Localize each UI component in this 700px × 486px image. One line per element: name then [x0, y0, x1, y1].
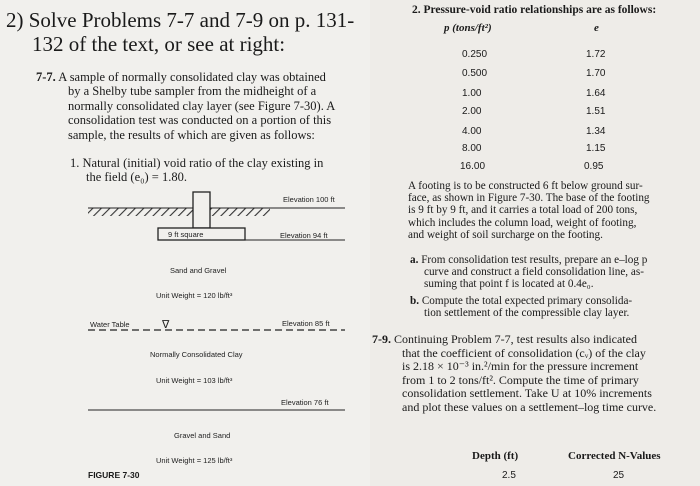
part-b [410, 295, 698, 319]
elevation-100-label: Elevation 100 ft [283, 195, 335, 204]
part-a [410, 254, 698, 291]
void-ratio-cell: 1.15 [586, 143, 606, 154]
footing-line-5: and weight of soil surcharge on the footing. [408, 228, 603, 241]
void-ratio-cell: 1.72 [586, 49, 606, 60]
layer-2-name: Normally Consolidated Clay [150, 350, 243, 359]
problem-7-7-text [36, 70, 366, 142]
part-a-label: a. [410, 254, 419, 266]
part-b-line-2: tion settlement of the compressible clay layer. [424, 307, 630, 320]
problem-7-9-number: 7-9. [372, 332, 391, 346]
problem-heading [6, 8, 366, 56]
part-b-label: b. [410, 295, 420, 307]
footing-line-1: A footing is to be constructed 6 ft below ground sur- [408, 180, 643, 192]
figure-label: FIGURE 7-30 [88, 470, 140, 480]
problem-7-9-line-4: from 1 to 2 tons/ft². Compute the time of primary [402, 372, 639, 387]
problem-7-7-line-1: A sample of normally consolidated clay was obtained [58, 70, 326, 84]
layer-1-name: Sand and Gravel [170, 266, 227, 275]
ground-surface-left [88, 208, 193, 216]
water-table-label: Water Table [90, 320, 130, 329]
void-ratio-cell: 1.51 [586, 106, 606, 117]
footing-line-4: which includes the column load, weight of footing, [408, 216, 637, 229]
problem-7-9-line-3: is 2.18 × 10⁻³ in.²/min for the pressure increment [402, 359, 639, 374]
ground-surface-right [210, 208, 270, 216]
problem-7-9-line-5: consolidation settlement. Take U at 10% increments [402, 386, 652, 401]
void-ratio-cell: 1.34 [586, 126, 606, 137]
void-ratio-cell: 1.70 [586, 68, 606, 79]
problem-7-9-text [372, 333, 698, 415]
water-table-symbol: ∇ [162, 319, 170, 331]
column-header-n-values: Corrected N-Values [568, 450, 661, 462]
footing-size-label: 9 ft square [168, 230, 204, 239]
table-title: 2. Pressure-void ratio relationships are as follows: [412, 4, 657, 16]
n-value-cell: 25 [613, 470, 625, 481]
elevation-76-label: Elevation 76 ft [281, 398, 329, 407]
problem-7-7-item-1 [70, 156, 366, 185]
pressure-cell: 0.500 [462, 68, 488, 79]
elevation-94-label: Elevation 94 ft [280, 231, 328, 240]
part-a-line-3: suming that point f is located at 0.4e₀. [424, 278, 594, 291]
layer-3-weight: Unit Weight = 125 lb/ft³ [156, 456, 233, 465]
pressure-cell: 0.250 [462, 49, 488, 60]
layer-3-name: Gravel and Sand [174, 431, 231, 440]
problem-7-7-line-5: sample, the results of which are given as follows: [68, 127, 315, 142]
problem-7-7-line-4: consolidation test was conducted on a portion of this [68, 113, 332, 128]
void-ratio-cell: 1.64 [586, 88, 606, 99]
heading-line-1: 2) Solve Problems 7-7 and 7-9 on p. 131- [6, 8, 355, 32]
footing-line-2: face, as shown in Figure 7-30. The base of the footing [408, 192, 650, 205]
elevation-85-label: Elevation 85 ft [282, 319, 330, 328]
part-b-line-1: Compute the total expected primary consolida- [421, 295, 633, 307]
part-a-line-1: From consolidation test results, prepare an e–log p [421, 254, 648, 266]
problem-7-7-line-3: normally consolidated clay layer (see Figure 7-30). A [68, 98, 336, 113]
column [193, 192, 210, 228]
footing-paragraph [408, 180, 698, 241]
void-ratio-cell: 0.95 [584, 161, 604, 172]
part-a-line-2: curve and construct a field consolidation line, as- [424, 266, 644, 279]
column-header-depth: Depth (ft) [472, 450, 519, 462]
pressure-cell: 4.00 [462, 126, 482, 137]
pressure-cell: 16.00 [460, 161, 486, 172]
pressure-cell: 8.00 [462, 143, 482, 154]
problem-7-9-line-1: Continuing Problem 7-7, test results also indicated [394, 332, 637, 346]
depth-cell: 2.5 [502, 470, 516, 481]
problem-7-7-number: 7-7. [36, 70, 56, 84]
item-1-line-1: 1. Natural (initial) void ratio of the clay existing in [70, 156, 324, 170]
problem-7-9-line-2: that the coefficient of consolidation (cᵥ) of the clay [402, 345, 646, 360]
layer-1-weight: Unit Weight = 120 lb/ft³ [156, 291, 233, 300]
problem-7-7-line-2: by a Shelby tube sampler from the midheight of a [68, 84, 317, 99]
layer-2-weight: Unit Weight = 103 lb/ft³ [156, 376, 233, 385]
column-header-void-ratio: e [594, 22, 599, 34]
footing-line-3: is 9 ft by 9 ft, and it carries a total load of 200 tons, [408, 204, 638, 217]
pressure-cell: 2.00 [462, 106, 482, 117]
pressure-cell: 1.00 [462, 88, 482, 99]
item-1-line-2: the field (e₀) = 1.80. [86, 170, 187, 185]
problem-7-9-line-6: and plot these values on a settlement–log time curve. [402, 399, 657, 414]
heading-line-2: 132 of the text, or see at right: [32, 32, 286, 56]
column-header-pressure: p (tons/ft²) [444, 22, 492, 34]
